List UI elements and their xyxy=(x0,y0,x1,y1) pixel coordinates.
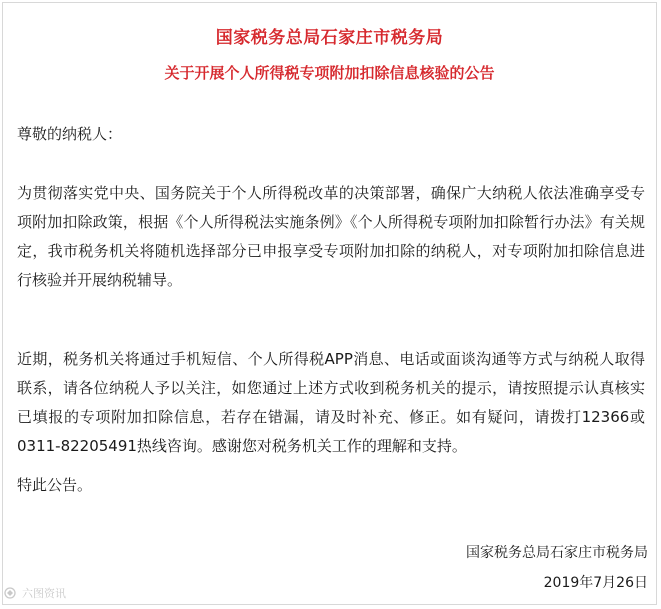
paragraph-contact: 近期，税务机关将通过手机短信、个人所得税APP消息、电话或面谈沟通等方式与纳税人取得联系，请各位纳税人予以关注，如您通过上述方式收到税务机关的提示，请按照提示认真核实已填报的专项附加扣除信息，若存在错漏，请及时补充、修正。如有疑问，请拨打12366或0311-82205491热线咨询。感谢您对税务机关工作的理解和支持。 xyxy=(17,350,645,455)
salutation: 尊敬的纳税人： xyxy=(17,125,123,143)
logo-icon xyxy=(4,587,18,599)
notice-date: 2019年7月26日 xyxy=(543,575,648,591)
notice-card xyxy=(2,2,657,605)
notice-title: 国家税务总局石家庄市税务局 xyxy=(215,28,444,48)
closing-line: 特此公告。 xyxy=(17,476,93,494)
watermark-text: 六图资讯 xyxy=(22,587,66,600)
paragraph-policy: 为贯彻落实党中央、国务院关于个人所得税改革的决策部署，确保广大纳税人依法准确享受专项附加扣除政策，根据《个人所得税法实施条例》《个人所得税专项附加扣除暂行办法》有关规定，我市税务机关将随机选择部分已申报享受专项附加扣除的纳税人，对专项附加扣除信息进行核验并开展纳税辅导。 xyxy=(17,184,645,289)
watermark xyxy=(4,585,66,601)
signer: 国家税务总局石家庄市税务局 xyxy=(466,545,648,561)
notice-subtitle: 关于开展个人所得税专项附加扣除信息核验的公告 xyxy=(164,64,495,82)
